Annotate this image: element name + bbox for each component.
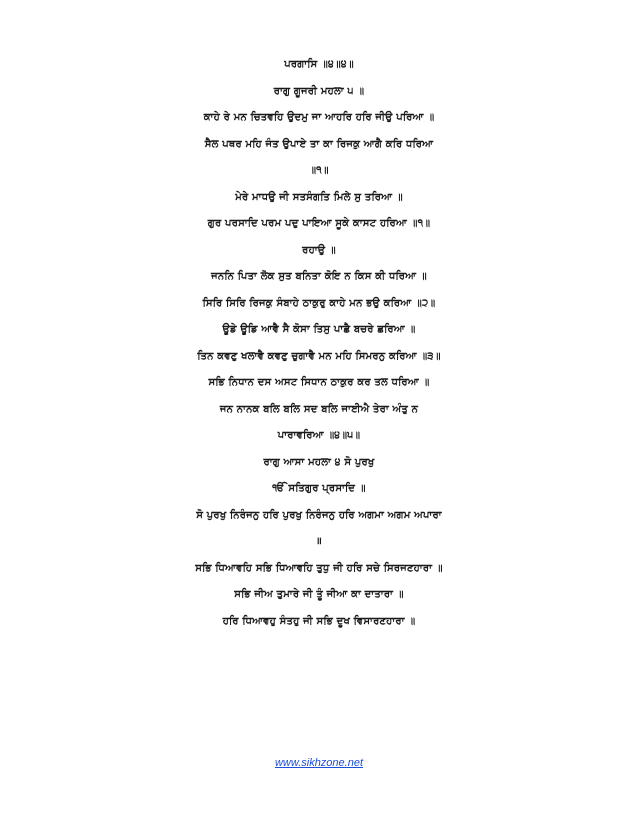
text-line: ਗੁਰ ਪਰਸਾਦਿ ਪਰਮ ਪਦੁ ਪਾਇਆ ਸੂਕੇ ਕਾਸਟ ਹਰਿਆ ॥੧॥ xyxy=(207,218,431,229)
text-line: ਸਭਿ ਨਿਧਾਨ ਦਸ ਅਸਟ ਸਿਧਾਨ ਠਾਕੁਰ ਕਰ ਤਲ ਧਰਿਆ ॥ xyxy=(208,377,430,388)
text-line: ਰਾਗੁ ਆਸਾ ਮਹਲਾ ੪ ਸੋ ਪੁਰਖੁ xyxy=(263,456,375,468)
website-link[interactable]: www.sikhzone.net xyxy=(274,757,364,769)
text-line: ਤਿਨ ਕਵਣੁ ਖਲਾਵੈ ਕਵਣੁ ਚੁਗਾਵੈ ਮਨ ਮਹਿ ਸਿਮਰਨੁ ਕਰਿਆ ॥੩॥ xyxy=(197,350,441,362)
text-line: ਸਭਿ ਜੀਅ ਤੁਮਾਰੇ ਜੀ ਤੂੰ ਜੀਆ ਕਾ ਦਾਤਾਰਾ ॥ xyxy=(234,589,404,600)
gurbani-text-block xyxy=(0,52,638,635)
text-line: ਸਿਰਿ ਸਿਰਿ ਰਿਜਕੁ ਸੰਬਾਹੇ ਠਾਕੁਰੁ ਕਾਹੇ ਮਨ ਭਉ ਕਰਿਆ ॥੨॥ xyxy=(202,297,436,309)
footer xyxy=(0,757,638,769)
text-line: ਜਨਨਿ ਪਿਤਾ ਲੋਕ ਸੁਤ ਬਨਿਤਾ ਕੋਇ ਨ ਕਿਸ ਕੀ ਧਰਿਆ ॥ xyxy=(211,271,427,282)
text-line: ਸਭਿ ਧਿਆਵਹਿ ਸਭਿ ਧਿਆਵਹਿ ਤੁਧੁ ਜੀ ਹਰਿ ਸਚੇ ਸਿਰਜਣਹਾਰਾ ॥ xyxy=(195,562,443,574)
text-line: ਪਰਗਾਸਿ ॥੪॥੪॥ xyxy=(284,59,354,70)
text-line: ਜਨ ਨਾਨਕ ਬਲਿ ਬਲਿ ਸਦ ਬਲਿ ਜਾਈਐ ਤੇਰਾ ਅੰਤੁ ਨ xyxy=(219,403,419,415)
text-line: ਪਾਰਾਵਰਿਆ ॥੪॥੫॥ xyxy=(277,430,361,441)
text-line: ਰਾਗੁ ਗੂਜਰੀ ਮਹਲਾ ੫ ॥ xyxy=(273,85,365,97)
text-line: ਰਹਾਉ ॥ xyxy=(302,244,336,256)
text-line: ਕਾਹੇ ਰੇ ਮਨ ਚਿਤਵਹਿ ਉਦਮੁ ਜਾ ਆਹਰਿ ਹਰਿ ਜੀਉ ਪਰਿਆ ॥ xyxy=(203,112,435,123)
text-line: ॥੧॥ xyxy=(309,165,329,176)
text-line: ਊਡੇ ਊਡਿ ਆਵੈ ਸੈ ਕੋਸਾ ਤਿਸੁ ਪਾਛੈ ਬਚਰੇ ਛਰਿਆ ॥ xyxy=(222,324,416,335)
text-line: ਸੈਲ ਪਥਰ ਮਹਿ ਜੰਤ ਉਪਾਏ ਤਾ ਕਾ ਰਿਜਕੁ ਆਗੈ ਕਰਿ ਧਰਿਆ xyxy=(204,138,434,150)
text-line: ॥ xyxy=(315,536,323,547)
text-line: ੴ ਸਤਿਗੁਰ ਪ੍ਰਸਾਦਿ ॥ xyxy=(272,483,366,494)
text-line: ਮੇਰੇ ਮਾਧਉ ਜੀ ਸਤਸੰਗਤਿ ਮਿਲੇ ਸੁ ਤਰਿਆ ॥ xyxy=(235,191,403,203)
text-line: ਸੋ ਪੁਰਖੁ ਨਿਰੰਜਨੁ ਹਰਿ ਪੁਰਖੁ ਨਿਰੰਜਨੁ ਹਰਿ ਅਗਮਾ ਅਗਮ ਅਪਾਰਾ xyxy=(196,509,442,521)
text-line: ਹਰਿ ਧਿਆਵਹੁ ਸੰਤਹੁ ਜੀ ਸਭਿ ਦੂਖ ਵਿਸਾਰਣਹਾਰਾ ॥ xyxy=(222,615,416,627)
